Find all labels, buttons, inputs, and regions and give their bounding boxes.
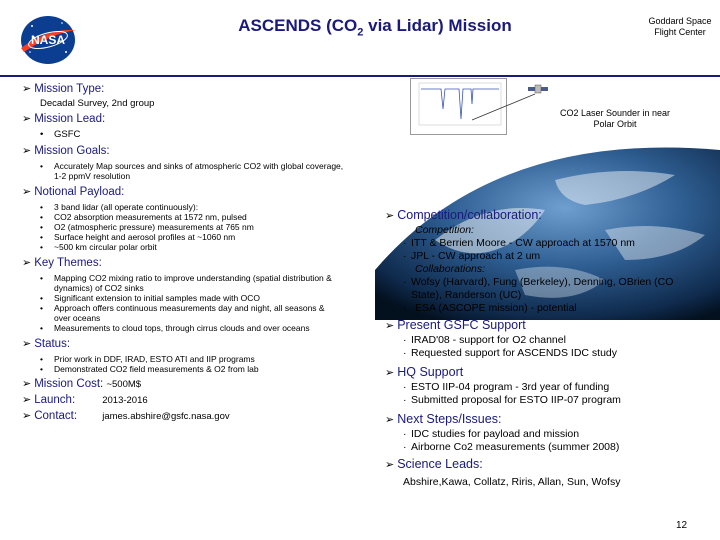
competition-sublabel: Competition: bbox=[415, 224, 474, 236]
themes-list bbox=[40, 273, 340, 333]
list-item: · ITT & Berrien Moore - CW approach at 1570 nm bbox=[403, 237, 635, 249]
contact-row: ➢ Contact: james.abshire@gsfc.nasa.gov bbox=[22, 410, 230, 422]
list-item: • Approach offers continuous measurements day and night, all seasons & over oceans bbox=[40, 303, 325, 323]
collaborations-sublabel: Collaborations: bbox=[415, 263, 486, 275]
bullet-icon: • bbox=[40, 273, 43, 283]
page-number: 12 bbox=[676, 520, 688, 531]
arrow-bullet-icon: ➢ bbox=[385, 210, 395, 222]
bullet-icon: · bbox=[403, 381, 407, 393]
present-support-heading: ➢ Present GSFC Support bbox=[385, 318, 526, 332]
sounder-beam bbox=[470, 92, 540, 122]
hq-support-list bbox=[403, 381, 715, 407]
bullet-icon: • bbox=[40, 129, 44, 140]
arrow-bullet-icon: ➢ bbox=[385, 414, 395, 426]
list-item: • CO2 absorption measurements at 1572 nm, pulsed bbox=[40, 212, 247, 222]
arrow-bullet-icon: ➢ bbox=[22, 394, 32, 406]
bullet-icon: • bbox=[40, 242, 43, 252]
page-title: ASCENDS ($CO_2$ via Lidar) Mission bbox=[238, 16, 512, 39]
left-column bbox=[22, 82, 357, 423]
nasa-logo bbox=[18, 14, 78, 66]
contact-email: james.abshire@gsfc.nasa.gov bbox=[102, 411, 230, 422]
payload-list bbox=[40, 202, 357, 252]
bullet-icon: · bbox=[403, 237, 407, 249]
list-item: • GSFC bbox=[40, 129, 81, 140]
bullet-icon: • bbox=[40, 222, 43, 232]
arrow-bullet-icon: ➢ bbox=[22, 83, 32, 95]
arrow-bullet-icon: ➢ bbox=[22, 145, 32, 157]
bullet-icon: · bbox=[403, 394, 407, 406]
list-item: · Wofsy (Harvard), Fung (Berkeley), Denning, OBrien (CO State), Randerson (UC) bbox=[403, 276, 674, 301]
bullet-icon: · bbox=[403, 250, 407, 262]
bullet-icon: · bbox=[403, 347, 407, 359]
mission-cost-row: ➢ Mission Cost: ~500M$ bbox=[22, 378, 142, 390]
mission-type-value: Decadal Survey, 2nd group bbox=[40, 98, 155, 109]
bullet-icon: • bbox=[40, 202, 43, 212]
list-item: · IRAD'08 - support for O2 channel bbox=[403, 334, 566, 346]
mission-type-heading: ➢ Mission Type: bbox=[22, 83, 105, 95]
list-item: · ESTO IIP-04 program - 3rd year of funding bbox=[403, 381, 610, 393]
list-item: · JPL - CW approach at 2 um bbox=[403, 250, 541, 262]
science-leads-heading: ➢ Science Leads: bbox=[385, 457, 483, 471]
next-steps-heading: ➢ Next Steps/Issues: bbox=[385, 412, 502, 426]
competition-block bbox=[403, 224, 715, 315]
svg-text:NASA: NASA bbox=[30, 33, 66, 47]
present-support-list bbox=[403, 334, 715, 360]
list-item: • Demonstrated CO2 field measurements & O2 from lab bbox=[40, 364, 259, 374]
list-item: • Surface height and aerosol profiles at ~1060 nm bbox=[40, 232, 236, 242]
bullet-icon: • bbox=[40, 212, 43, 222]
bullet-icon: • bbox=[40, 161, 43, 171]
next-steps-list bbox=[403, 428, 715, 454]
header-divider bbox=[0, 75, 720, 77]
list-item: · Submitted proposal for ESTO IIP-07 program bbox=[403, 394, 621, 406]
launch-row: ➢ Launch: 2013-2016 bbox=[22, 394, 148, 406]
arrow-bullet-icon: ➢ bbox=[22, 186, 32, 198]
list-item: • Accurately Map sources and sinks of atmospheric CO2 with global coverage, 1-2 ppmV resolution bbox=[40, 161, 344, 181]
bullet-icon: • bbox=[40, 364, 43, 374]
arrow-bullet-icon: ➢ bbox=[22, 113, 32, 125]
list-item: • ~500 km circular polar orbit bbox=[40, 242, 157, 252]
competition-heading: ➢ Competition/collaboration: bbox=[385, 208, 542, 222]
sounder-caption: CO2 Laser Sounder in near Polar Orbit bbox=[559, 108, 671, 129]
list-item: · Airborne Co2 measurements (summer 2008) bbox=[403, 441, 620, 453]
bullet-icon: · bbox=[403, 441, 407, 453]
bullet-icon: • bbox=[40, 354, 43, 364]
hq-support-heading: ➢ HQ Support bbox=[385, 365, 464, 379]
list-item: • Mapping CO2 mixing ratio to improve understanding (spatial distribution & dynamics) of CO2 sinks bbox=[40, 273, 332, 293]
bullet-icon: • bbox=[40, 323, 43, 333]
arrow-bullet-icon: ➢ bbox=[385, 320, 395, 332]
arrow-bullet-icon: ➢ bbox=[22, 338, 32, 350]
status-list bbox=[40, 354, 357, 374]
status-heading: ➢ Status: bbox=[22, 338, 71, 350]
bullet-icon: · bbox=[403, 302, 407, 314]
org-label: Goddard Space Flight Center bbox=[648, 16, 712, 37]
list-item: • Measurements to cloud tops, through cirrus clouds and over oceans bbox=[40, 323, 310, 333]
nasa-meatball-icon bbox=[18, 14, 78, 66]
bullet-icon: · bbox=[403, 334, 407, 346]
notional-payload-heading: ➢ Notional Payload: bbox=[22, 186, 125, 198]
list-item: · IDC studies for payload and mission bbox=[403, 428, 580, 440]
list-item: · ESA (ASCOPE mission) - potential bbox=[403, 302, 577, 314]
arrow-bullet-icon: ➢ bbox=[22, 378, 32, 390]
arrow-bullet-icon: ➢ bbox=[22, 410, 32, 422]
arrow-bullet-icon: ➢ bbox=[385, 367, 395, 379]
list-item: • Significant extension to initial samples made with OCO bbox=[40, 293, 260, 303]
list-item: • Prior work in DDF, IRAD, ESTO ATI and IIP programs bbox=[40, 354, 255, 364]
key-themes-heading: ➢ Key Themes: bbox=[22, 257, 102, 269]
bullet-icon: • bbox=[40, 303, 43, 313]
mission-goals-heading: ➢ Mission Goals: bbox=[22, 145, 110, 157]
list-item: • O2 (atmospheric pressure) measurements at 765 nm bbox=[40, 222, 254, 232]
right-column bbox=[385, 208, 715, 489]
arrow-bullet-icon: ➢ bbox=[22, 257, 32, 269]
list-item: · Requested support for ASCENDS IDC study bbox=[403, 347, 618, 359]
bullet-icon: · bbox=[403, 428, 407, 440]
bullet-icon: • bbox=[40, 293, 43, 303]
bullet-icon: • bbox=[40, 232, 43, 242]
science-leads-value: Abshire,Kawa, Collatz, Riris, Allan, Sun, Wofsy bbox=[403, 476, 621, 488]
mission-lead-heading: ➢ Mission Lead: bbox=[22, 113, 106, 125]
bullet-icon: · bbox=[403, 276, 407, 288]
arrow-bullet-icon: ➢ bbox=[385, 459, 395, 471]
list-item: • 3 band lidar (all operate continuously): bbox=[40, 202, 199, 212]
